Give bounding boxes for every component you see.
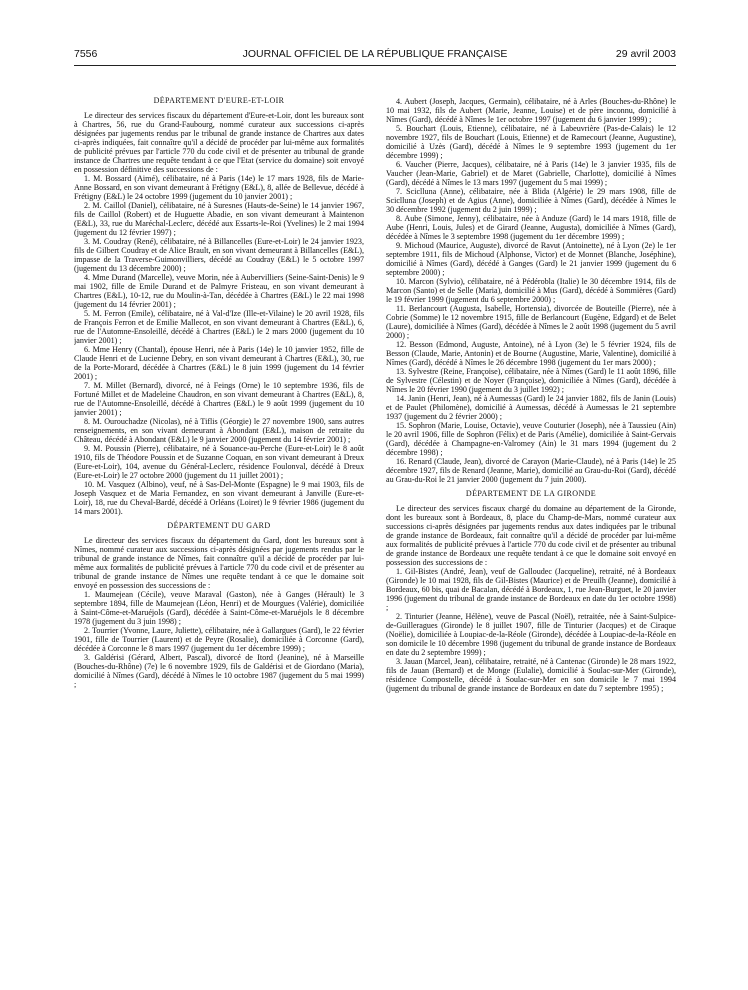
paragraph: Le directeur des services fiscaux du département du Gard, dont les bureaux sont à Nîmes, nommé curateur aux successions ci-après désignées par jugements rendus par le tribunal de grande instance de Nîmes, fait connaître qu'il a décidé de procéder par lui-même aux formalités de publicité prévues à l'article 770 du code civil et de présenter au tribunal de grande instance de Nîmes une requête tendant à ce que le domaine soit envoyé en possession des successions de : — [74, 536, 364, 590]
paragraph: Le directeur des services fiscaux du département d'Eure-et-Loir, dont les bureaux sont à Chartres, 56, rue du Grand-Faubourg, nommé curateur aux successions ci-après désignées par jugements rendus par le tribunal de grande instance de Chartres aux dates ci-après indiquées, fait connaître qu'il a décidé de procéder par lui-même aux formalités de publicité prévues par l'article 770 du code civil et de présenter au tribunal de grande instance de Chartres une requête tendant à ce que l'Etat (service du domaine) soit envoyé en possession définitive des successions de : — [74, 111, 364, 174]
paragraph: 8. M. Ourouchadze (Nicolas), né à Tiflis (Géorgie) le 27 novembre 1900, sans autres renseignements, en son vivant demeurant à Abondant (E&L), maison de retraite du Château, décédé à Abondant (E&L) le 9 janvier 2000 (jugement du 14 février 2001) ; — [74, 417, 364, 444]
paragraph: 9. Michoud (Maurice, Auguste), divorcé de Ravut (Antoinette), né à Lyon (2e) le 1er septembre 1911, fils de Michoud (Alphonse, Victor) et de Monnet (Blanche, Joséphine), domicilié à Nîmes (Gard), décédé à Ganges (Gard) le 21 janvier 1999 (jugement du 6 septembre 2000) ; — [386, 241, 676, 277]
paragraph: 10. Marcon (Sylvio), célibataire, né à Pédérobla (Italie) le 30 décembre 1914, fils de Marcon (Santo) et de Selle (Maria), domicilié à Mus (Gard), décédé à Sommières (Gard) le 19 février 1999 (jugement du 6 septembre 2000) ; — [386, 277, 676, 304]
paragraph: 2. Tourrier (Yvonne, Laure, Juliette), célibataire, née à Gallargues (Gard), le 22 février 1901, fille de Tourrier (Laurent) et de Peyre (Rosalie), domiciliée à Corconne (Gard), décédée à Corconne le 8 mars 1997 (jugement du 1er décembre 1999) ; — [74, 626, 364, 653]
paragraph: 4. Aubert (Joseph, Jacques, Germain), célibataire, né à Arles (Bouches-du-Rhône) le 10 mai 1932, fils de Aubert (Marie, Jeanne, Louise) et de père inconnu, domicilié à Nîmes (Gard), décédé à Nîmes le 1er octobre 1997 (jugement du 6 janvier 1999) ; — [386, 97, 676, 124]
paragraph: 2. Tinturier (Jeanne, Hélène), veuve de Pascal (Noël), retraitée, née à Saint-Sulpice-de-Guilleragues (Gironde) le 8 juillet 1907, fille de Tinturier (Jacques) et de Ciraque (Noëlie), domiciliée à Loupiac-de-la-Réole (Gironde), décédée à Loupiac-de-la-Réole en son domicile le 10 décembre 1998 (jugement du tribunal de grande instance de Bordeaux en date du 2 septembre 1999) ; — [386, 612, 676, 657]
paragraph: 3. Jauan (Marcel, Jean), célibataire, retraité, né à Cantenac (Gironde) le 28 mars 1922, fils de Jauan (Bernard) et de Monge (Eulalie), domicilié à Soulac-sur-Mer (Gironde), résidence Compostelle, décédé à Soulac-sur-Mer en son domicile le 7 mai 1994 (jugement du tribunal de grande instance de Bordeaux en date du 7 septembre 1995) ; — [386, 657, 676, 693]
section-heading: DÉPARTEMENT D'EURE-ET-LOIR — [153, 96, 285, 105]
header-rule — [74, 65, 676, 66]
paragraph: 6. Vaucher (Pierre, Jacques), célibataire, né à Paris (14e) le 3 janvier 1935, fils de Vaucher (Jean-Marie, Gabriel) et de Maret (Gabrielle, Charlotte), domicilié à Nîmes (Gard), décédé à Nîmes le 13 mars 1997 (jugement du 5 mai 1999) ; — [386, 160, 676, 187]
page-number: 7556 — [74, 48, 98, 60]
section-heading: DÉPARTEMENT DE LA GIRONDE — [465, 489, 597, 498]
publication-date: 29 avril 2003 — [615, 48, 676, 60]
journal-title: JOURNAL OFFICIEL DE LA RÉPUBLIQUE FRANÇAISE — [242, 48, 508, 60]
page-header — [74, 48, 676, 64]
paragraph: Le directeur des services fiscaux chargé du domaine au département de la Gironde, dont les bureaux sont à Bordeaux, 8, place du Champ-de-Mars, nommé curateur aux successions ci-après désignées par jugements rendus aux dates indiquées par le tribunal de grande instance de Bordeaux, fait connaître qu'il a décidé de procéder par lui-même aux formalités de publicité prévues à l'article 770 du code civil et de présenter au tribunal de grande instance de Bordeaux une requête tendant à ce que le domaine soit envoyé en possession des successions de : — [386, 504, 676, 567]
paragraph: 8. Aube (Simone, Jenny), célibataire, née à Anduze (Gard) le 14 mars 1918, fille de Aube (Henri, Louis, Jules) et de Girard (Jeanne, Augusta), domiciliée à Nîmes (Gard), décédée à Nîmes le 3 septembre 1998 (jugement du 1er décembre 1999) ; — [386, 214, 676, 241]
paragraph: 9. M. Poussin (Pierre), célibataire, né à Souance-au-Perche (Eure-et-Loir) le 8 août 1910, fils de Théodore Poussin et de Suzanne Coquan, en son vivant demeurant à Dreux (Eure-et-Loir), 104, avenue du Général-Leclerc, résidence Foulonval, décédé à Dreux (Eure-et-Loir) le 27 octobre 2000 (jugement du 11 juillet 2001) ; — [74, 444, 364, 480]
paragraph: 3. M. Coudray (René), célibataire, né à Billancelles (Eure-et-Loir) le 24 janvier 1923, fils de Gilbert Coudray et de Alice Brault, en son vivant demeurant à Billancelles (E&L), impasse de la Traverse-Guimonvilliers, décédé au Coudray (E&L) le 5 octobre 1997 (jugement du 13 décembre 2000) ; — [74, 237, 364, 273]
left-column — [74, 96, 364, 976]
paragraph: 4. Mme Durand (Marcelle), veuve Morin, née à Aubervilliers (Seine-Saint-Denis) le 9 mai 1902, fille de Emile Durand et de Palmyre Fristeau, en son vivant demeurant à Chartres (E&L), 10-12, rue du Moulin-à-Tan, décédée à Chartres (E&L) le 22 mai 1998 (jugement du 14 février 2001) ; — [74, 273, 364, 309]
paragraph: 7. M. Millet (Bernard), divorcé, né à Feings (Orne) le 10 septembre 1936, fils de Fortuné Millet et de Madeleine Chaudron, en son vivant demeurant à Chartres (E&L), 8, rue de l'Automne-Ensoleillé, décédé à Chartres (E&L) le 9 août 1999 (jugement du 10 janvier 2001) ; — [74, 381, 364, 417]
paragraph: 5. Bouchart (Louis, Etienne), célibataire, né à Labeuvrière (Pas-de-Calais) le 12 novembre 1927, fils de Bouchart (Louis, Etienne) et de Ramecourt (Jeanne, Augustine), domicilié à Uzès (Gard), décédé à Nîmes le 9 septembre 1993 (jugement du 1er décembre 1999) ; — [386, 124, 676, 160]
paragraph: 1. Gil-Bistes (André, Jean), veuf de Galloudec (Jacqueline), retraité, né à Bordeaux (Gironde) le 10 mai 1928, fils de Gil-Bistes (Maurice) et de Preuilh (Jeanne), domicilié à Bordeaux, 60 bis, quai de Bacalan, décédé à Bordeaux, 1, rue Jean-Burguet, le 20 janvier 1996 (jugement du tribunal de grande instance de Bordeaux en date du 1er octobre 1998) ; — [386, 567, 676, 612]
paragraph: 12. Besson (Edmond, Auguste, Antoine), né à Lyon (3e) le 5 février 1924, fils de Besson (Claude, Marie, Antonin) et de Bourne (Augustine, Marie, Valentine), domicilié à Nîmes (Gard), décédé à Nîmes le 26 décembre 1998 (jugement du 1er mars 2000) ; — [386, 340, 676, 367]
paragraph: 14. Janin (Henri, Jean), né à Aumessas (Gard) le 24 janvier 1882, fils de Janin (Louis) et de Paulet (Philomène), domicilié à Aumessas, décédé à Aumessas le 21 septembre 1937 (jugement du 2 février 2000) ; — [386, 394, 676, 421]
section-heading: DÉPARTEMENT DU GARD — [167, 521, 271, 530]
paragraph: 10. M. Vasquez (Albino), veuf, né à Sas-Del-Monte (Espagne) le 9 mai 1903, fils de Joseph Vasquez et de Maria Fernandez, en son vivant demeurant à Janville (Eure-et-Loir), 18, rue du Cheval-Bardé, décédé à Orléans (Loiret) le 9 février 1986 (jugement du 14 mars 2001). — [74, 480, 364, 516]
right-column — [386, 97, 676, 977]
paragraph: 13. Sylvestre (Reine, Françoise), célibataire, née à Nîmes (Gard) le 11 août 1896, fille de Sylvestre (Célestin) et de Noyer (Françoise), domiciliée à Nîmes (Gard), décédée à Nîmes le 20 février 1990 (jugement du 3 juillet 1992) ; — [386, 367, 676, 394]
paragraph: 3. Galdérisi (Gérard, Albert, Pascal), divorcé de Itord (Jeanine), né à Marseille (Bouches-du-Rhône) (7e) le 6 novembre 1929, fils de Galdérisi et de Giordano (Maria), domicilié à Nîmes (Gard), décédé à Nîmes le 10 octobre 1987 (jugement du 5 mai 1999) ; — [74, 653, 364, 689]
paragraph: 7. Sciclluna (Anne), célibataire, née à Blida (Algérie) le 29 mars 1908, fille de Sciclluna (Joseph) et de Agius (Anne), domiciliée à Nîmes (Gard), décédée à Nîmes le 30 décembre 1992 (jugement du 2 juin 1999) ; — [386, 187, 676, 214]
paragraph: 16. Renard (Claude, Jean), divorcé de Carayon (Marie-Claude), né à Paris (14e) le 25 décembre 1927, fils de Renard (Jeanne, Marie), domicilié au Grau-du-Roi (Gard), décédé au Grau-du-Roi le 21 janvier 2000 (jugement du 7 juin 2000). — [386, 457, 676, 484]
paragraph: 15. Sophron (Marie, Louise, Octavie), veuve Couturier (Joseph), née à Taussieu (Ain) le 20 avril 1906, fille de Sophron (Félix) et de Paris (Amélie), domiciliée à Saint-Gervais (Gard), décédée à Champagne-en-Valromey (Ain) le 31 mars 1994 (jugement du 2 décembre 1998) ; — [386, 421, 676, 457]
paragraph: 1. Maumejean (Cécile), veuve Maraval (Gaston), née à Ganges (Hérault) le 3 septembre 1894, fille de Maumejean (Léon, Henri) et de Mourgues (Valérie), domiciliée à Saint-Côme-et-Maruéjols (Gard), décédée à Saint-Côme-et-Maruéjols le 8 décembre 1978 (jugement du 3 juin 1998) ; — [74, 590, 364, 626]
paragraph: 11. Berlancourt (Augusta, Isabelle, Hortensia), divorcée de Bouteille (Pierre), née à Cobrie (Somme) le 12 novembre 1915, fille de Berlancourt (Eugène, Edgard) et de Belet (Laure), domiciliée à Nîmes (Gard), décédée à Nîmes le 2 août 1998 (jugement du 5 avril 2000) ; — [386, 304, 676, 340]
paragraph: 2. M. Caillol (Daniel), célibataire, né à Suresnes (Hauts-de-Seine) le 14 janvier 1967, fils de Caillol (Robert) et de Huguette Abadie, en son vivant demeurant à Maintenon (E&L), 33, rue du Maréchal-Leclerc, décédé aux Essarts-le-Roi (Yvelines) le 2 mai 1994 (jugement du 12 février 1997) ; — [74, 201, 364, 237]
paragraph: 5. M. Ferron (Emile), célibataire, né à Val-d'Ize (Ille-et-Vilaine) le 20 avril 1928, fils de François Ferron et de Emilie Mallecot, en son vivant demeurant à Chartres (E&L), 6, rue de l'Automne-Ensoleillé, décédé à Chartres (E&L) le 2 mars 2000 (jugement du 10 janvier 2001) ; — [74, 309, 364, 345]
paragraph: 6. Mme Henry (Chantal), épouse Henri, née à Paris (14e) le 10 janvier 1952, fille de Claude Henri et de Lucienne Debry, en son vivant demeurant à Chartres (E&L), 30, rue de la Porte-Morard, décédée à Chartres (E&L) le 8 juin 1999 (jugement du 14 février 2001) ; — [74, 345, 364, 381]
paragraph: 1. M. Bossard (Aimé), célibataire, né à Paris (14e) le 17 mars 1928, fils de Marie-Anne Bossard, en son vivant demeurant à Frétigny (E&L), 8, allée de Bellevue, décédé à Frétigny (E&L) le 24 octobre 1999 (jugement du 10 janvier 2001) ; — [74, 174, 364, 201]
